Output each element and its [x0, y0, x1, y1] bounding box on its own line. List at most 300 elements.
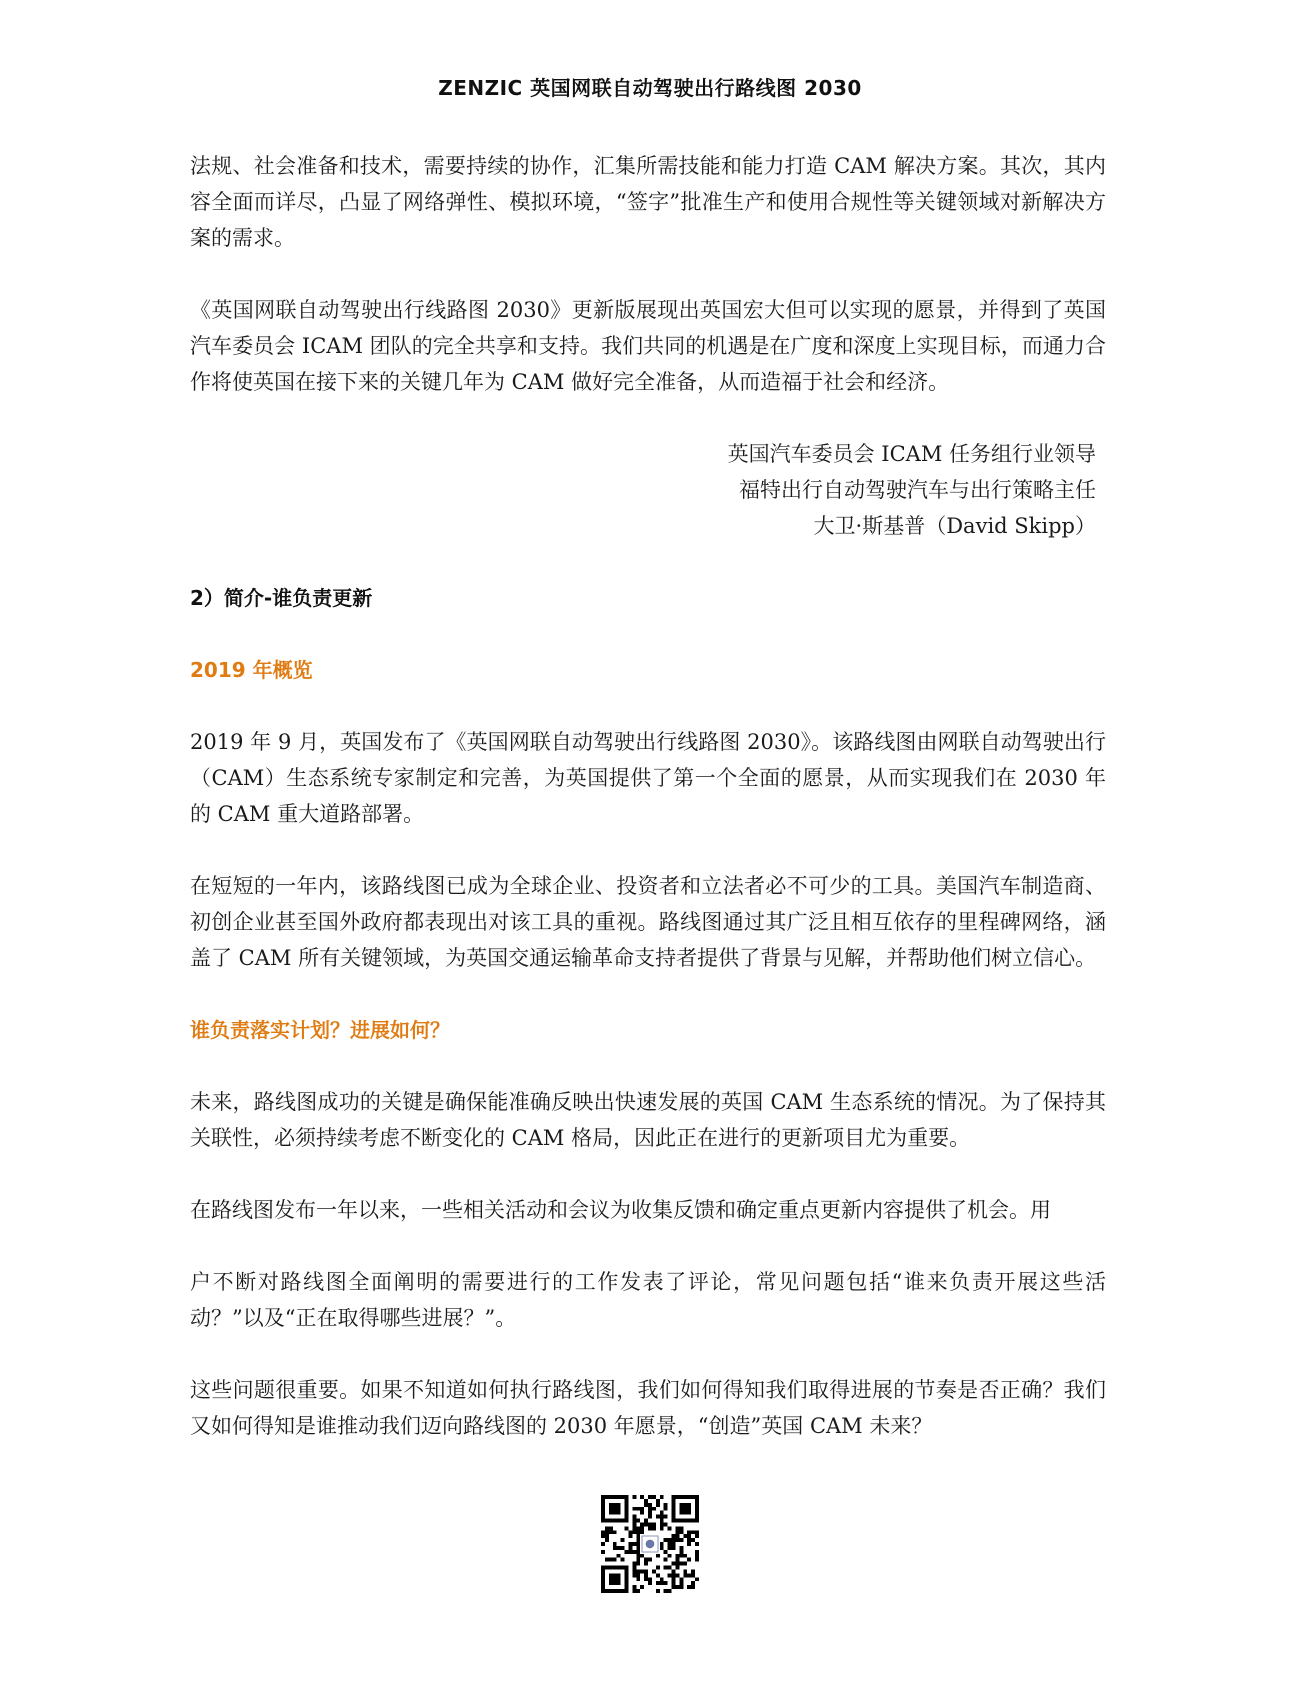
- qr-module: [672, 1503, 676, 1507]
- qr-module: [640, 1585, 644, 1589]
- qr-module: [675, 1495, 679, 1499]
- qr-module: [605, 1538, 609, 1542]
- qr-module: [664, 1515, 668, 1519]
- qr-module: [683, 1495, 687, 1499]
- qr-module: [648, 1511, 652, 1515]
- qr-module: [660, 1515, 664, 1519]
- qr-module: [636, 1577, 640, 1581]
- qr-module: [613, 1546, 617, 1550]
- qr-module: [675, 1566, 679, 1570]
- qr-module: [644, 1577, 648, 1581]
- qr-module: [636, 1558, 640, 1562]
- qr-module: [687, 1534, 691, 1538]
- qr-module: [687, 1558, 691, 1562]
- qr-module: [617, 1495, 621, 1499]
- qr-module: [695, 1577, 699, 1581]
- qr-module: [664, 1566, 668, 1570]
- qr-module: [617, 1581, 621, 1585]
- qr-module: [613, 1530, 617, 1534]
- qr-module: [609, 1558, 613, 1562]
- qr-module: [664, 1538, 668, 1542]
- page-header-title: ZENZIC 英国网联自动驾驶出行路线图 2030: [438, 76, 862, 100]
- document-body: [190, 148, 1106, 1480]
- qr-code-graphic: [601, 1495, 699, 1593]
- qr-module: [617, 1589, 621, 1593]
- qr-module: [660, 1495, 664, 1499]
- qr-module: [687, 1538, 691, 1542]
- qr-module: [601, 1589, 605, 1593]
- qr-module: [601, 1534, 605, 1538]
- qr-module: [632, 1550, 636, 1554]
- qr-module: [656, 1581, 660, 1585]
- qr-module: [679, 1550, 683, 1554]
- qr-module: [672, 1499, 676, 1503]
- qr-module: [675, 1538, 679, 1542]
- qr-module: [691, 1495, 695, 1499]
- qr-module: [644, 1558, 648, 1562]
- qr-module: [617, 1503, 621, 1507]
- qr-module: [605, 1566, 609, 1570]
- qr-module: [672, 1538, 676, 1542]
- qr-module: [687, 1511, 691, 1515]
- qr-module: [695, 1515, 699, 1519]
- overview-paragraph-2: 在短短的一年内，该路线图已成为全球企业、投资者和立法者必不可少的工具。美国汽车制造商、初创企业甚至国外政府都表现出对该工具的重视。路线图通过其广泛且相互依存的里程碑网络，涵盖了 CAM 所有关键领域，为英国交通运输革命支持者提供了背景与见解，并帮助他们树立信心。: [190, 874, 1106, 970]
- qr-module: [621, 1546, 625, 1550]
- qr-module: [664, 1558, 668, 1562]
- qr-module: [695, 1511, 699, 1515]
- qr-module: [672, 1577, 676, 1581]
- qr-module: [687, 1519, 691, 1523]
- qr-module: [672, 1562, 676, 1566]
- qr-center-logo-mark: [646, 1540, 655, 1549]
- qr-module: [644, 1503, 648, 1507]
- qr-module: [625, 1566, 629, 1570]
- qr-module: [601, 1550, 605, 1554]
- qr-module: [601, 1542, 605, 1546]
- qr-module: [660, 1581, 664, 1585]
- qr-module: [636, 1526, 640, 1530]
- qr-module: [625, 1503, 629, 1507]
- qr-module: [632, 1573, 636, 1577]
- qr-code-icon: [601, 1495, 699, 1593]
- qr-module: [695, 1519, 699, 1523]
- qr-module: [664, 1503, 668, 1507]
- qr-module: [636, 1546, 640, 1550]
- qr-module: [683, 1503, 687, 1507]
- qr-module: [672, 1542, 676, 1546]
- qr-module: [683, 1554, 687, 1558]
- qr-module: [617, 1519, 621, 1523]
- qr-module: [613, 1507, 617, 1511]
- qr-module: [613, 1542, 617, 1546]
- intro-paragraph-2: 《英国网联自动驾驶出行线路图 2030》更新版展现出英国宏大但可以实现的愿景，并得到了英国汽车委员会 ICAM 团队的完全共享和支持。我们共同的机遇是在广度和深度上实现目标，而通力合作将使英国在接下来的关键几年为 CAM 做好完全准备，从而造福于社会和经济。: [190, 298, 1106, 394]
- progress-subheading: 谁负责落实计划？进展如何？: [190, 1018, 450, 1042]
- qr-module: [601, 1569, 605, 1573]
- qr-module: [625, 1581, 629, 1585]
- qr-module: [652, 1495, 656, 1499]
- overview-paragraph-1: 2019 年 9 月，英国发布了《英国网联自动驾驶出行线路图 2030》。该路线图由网联自动驾驶出行（CAM）生态系统专家制定和完善，为英国提供了第一个全面的愿景，从而实现我们在 2030 年的 CAM 重大道路部署。: [190, 730, 1106, 826]
- overview-subheading: 2019 年概览: [190, 658, 313, 682]
- qr-module: [613, 1581, 617, 1585]
- qr-module: [605, 1589, 609, 1593]
- qr-module: [672, 1534, 676, 1538]
- qr-module: [617, 1546, 621, 1550]
- qr-module: [617, 1554, 621, 1558]
- qr-module: [679, 1530, 683, 1534]
- qr-module: [636, 1538, 640, 1542]
- qr-module: [675, 1585, 679, 1589]
- section-heading: 2）简介-谁负责更新: [190, 586, 373, 610]
- qr-module: [636, 1534, 640, 1538]
- qr-module: [605, 1534, 609, 1538]
- qr-module: [621, 1538, 625, 1542]
- qr-module: [640, 1530, 644, 1534]
- qr-module: [644, 1573, 648, 1577]
- qr-module: [679, 1577, 683, 1581]
- qr-module: [648, 1507, 652, 1511]
- qr-module: [628, 1550, 632, 1554]
- qr-module: [632, 1566, 636, 1570]
- qr-module: [625, 1577, 629, 1581]
- qr-module: [625, 1499, 629, 1503]
- qr-module: [675, 1526, 679, 1530]
- qr-module: [632, 1569, 636, 1573]
- qr-module: [683, 1573, 687, 1577]
- qr-module: [636, 1569, 640, 1573]
- qr-module: [632, 1519, 636, 1523]
- qr-module: [640, 1507, 644, 1511]
- qr-module: [668, 1538, 672, 1542]
- qr-module: [640, 1554, 644, 1558]
- qr-module: [601, 1577, 605, 1581]
- qr-module: [617, 1566, 621, 1570]
- qr-module: [660, 1522, 664, 1526]
- qr-module: [672, 1573, 676, 1577]
- qr-module: [679, 1511, 683, 1515]
- qr-module: [656, 1573, 660, 1577]
- qr-module: [621, 1519, 625, 1523]
- qr-module: [664, 1581, 668, 1585]
- qr-module: [625, 1526, 629, 1530]
- qr-module: [672, 1511, 676, 1515]
- qr-module: [644, 1562, 648, 1566]
- qr-module: [648, 1503, 652, 1507]
- qr-module: [679, 1503, 683, 1507]
- qr-module: [628, 1530, 632, 1534]
- qr-module: [691, 1519, 695, 1523]
- qr-module: [675, 1558, 679, 1562]
- qr-module: [695, 1554, 699, 1558]
- qr-module: [636, 1519, 640, 1523]
- qr-module: [636, 1554, 640, 1558]
- qr-module: [683, 1569, 687, 1573]
- intro-paragraph-1: 法规、社会准备和技术，需要持续的协作，汇集所需技能和能力打造 CAM 解决方案。其次，其内容全面而详尽，凸显了网络弹性、模拟环境，“签字”批准生产和使用合规性等关键领域对新解决方案的需求。: [190, 154, 1106, 250]
- qr-module: [601, 1581, 605, 1585]
- qr-module: [621, 1566, 625, 1570]
- qr-module: [672, 1515, 676, 1519]
- qr-module: [640, 1495, 644, 1499]
- qr-module: [613, 1495, 617, 1499]
- qr-module: [687, 1495, 691, 1499]
- qr-module: [601, 1573, 605, 1577]
- qr-module: [636, 1530, 640, 1534]
- qr-module: [695, 1495, 699, 1499]
- qr-module: [601, 1515, 605, 1519]
- signature-line-name: 大卫·斯基普（David Skipp）: [813, 514, 1096, 538]
- qr-module: [625, 1495, 629, 1499]
- qr-module: [605, 1530, 609, 1534]
- qr-module: [675, 1562, 679, 1566]
- qr-module: [636, 1550, 640, 1554]
- qr-module: [648, 1515, 652, 1519]
- qr-module: [672, 1519, 676, 1523]
- qr-module: [675, 1519, 679, 1523]
- qr-module: [632, 1495, 636, 1499]
- qr-module: [609, 1507, 613, 1511]
- qr-module: [668, 1589, 672, 1593]
- qr-module: [660, 1546, 664, 1550]
- qr-module: [625, 1585, 629, 1589]
- qr-module: [679, 1585, 683, 1589]
- qr-module: [687, 1542, 691, 1546]
- qr-module: [636, 1573, 640, 1577]
- qr-module: [668, 1542, 672, 1546]
- qr-module: [601, 1566, 605, 1570]
- qr-module: [691, 1581, 695, 1585]
- qr-module: [652, 1522, 656, 1526]
- qr-module: [695, 1507, 699, 1511]
- qr-module: [609, 1511, 613, 1515]
- qr-module: [656, 1554, 660, 1558]
- qr-module: [625, 1569, 629, 1573]
- qr-module: [695, 1550, 699, 1554]
- qr-module: [687, 1585, 691, 1589]
- qr-module: [679, 1581, 683, 1585]
- qr-module: [695, 1530, 699, 1534]
- qr-module: [668, 1573, 672, 1577]
- qr-module: [660, 1511, 664, 1515]
- qr-module: [644, 1499, 648, 1503]
- qr-module: [683, 1534, 687, 1538]
- qr-module: [648, 1495, 652, 1499]
- qr-module: [691, 1530, 695, 1534]
- qr-module: [679, 1507, 683, 1511]
- qr-module: [636, 1507, 640, 1511]
- progress-paragraph-3: 户不断对路线图全面阐明的需要进行的工作发表了评论，常见问题包括“谁来负责开展这些活动？”以及“正在取得哪些进展？”。: [190, 1270, 1106, 1330]
- qr-module: [621, 1558, 625, 1562]
- qr-module: [632, 1589, 636, 1593]
- qr-module: [625, 1507, 629, 1511]
- qr-module: [617, 1577, 621, 1581]
- qr-module: [636, 1562, 640, 1566]
- qr-module: [672, 1581, 676, 1585]
- qr-module: [601, 1585, 605, 1589]
- qr-module: [609, 1577, 613, 1581]
- qr-module: [613, 1566, 617, 1570]
- qr-module: [687, 1530, 691, 1534]
- qr-module: [621, 1589, 625, 1593]
- qr-module: [679, 1519, 683, 1523]
- qr-module: [601, 1499, 605, 1503]
- qr-module: [601, 1530, 605, 1534]
- qr-module: [632, 1585, 636, 1589]
- qr-module: [640, 1526, 644, 1530]
- qr-module: [601, 1503, 605, 1507]
- qr-module: [691, 1573, 695, 1577]
- qr-module: [613, 1519, 617, 1523]
- qr-module: [668, 1566, 672, 1570]
- qr-module: [679, 1538, 683, 1542]
- qr-module: [625, 1550, 629, 1554]
- qr-module: [613, 1589, 617, 1593]
- qr-module: [609, 1566, 613, 1570]
- qr-module: [652, 1569, 656, 1573]
- qr-module: [613, 1573, 617, 1577]
- qr-module: [660, 1526, 664, 1530]
- qr-module: [636, 1589, 640, 1593]
- qr-module: [683, 1511, 687, 1515]
- progress-paragraph-1: 未来，路线图成功的关键是确保能准确反映出快速发展的英国 CAM 生态系统的情况。为了保持其关联性，必须持续考虑不断变化的 CAM 格局，因此正在进行的更新项目尤为重要。: [190, 1090, 1106, 1150]
- qr-module: [660, 1542, 664, 1546]
- qr-module: [668, 1526, 672, 1530]
- qr-module: [632, 1562, 636, 1566]
- qr-module: [609, 1495, 613, 1499]
- signature-line-title: 福特出行自动驾驶汽车与出行策略主任: [739, 478, 1096, 502]
- qr-module: [628, 1534, 632, 1538]
- qr-module: [691, 1585, 695, 1589]
- qr-module: [683, 1507, 687, 1511]
- qr-module: [660, 1519, 664, 1523]
- qr-module: [613, 1511, 617, 1515]
- qr-module: [601, 1511, 605, 1515]
- qr-module: [625, 1573, 629, 1577]
- qr-module: [613, 1503, 617, 1507]
- qr-module: [648, 1581, 652, 1585]
- qr-module: [625, 1515, 629, 1519]
- signature-block: [190, 436, 1106, 544]
- qr-module: [640, 1522, 644, 1526]
- qr-module: [640, 1569, 644, 1573]
- qr-module: [617, 1573, 621, 1577]
- qr-module: [609, 1573, 613, 1577]
- qr-module: [664, 1550, 668, 1554]
- qr-module: [652, 1507, 656, 1511]
- qr-module: [679, 1526, 683, 1530]
- qr-module: [695, 1503, 699, 1507]
- qr-module: [656, 1515, 660, 1519]
- qr-module: [628, 1546, 632, 1550]
- qr-module: [605, 1558, 609, 1562]
- qr-module: [644, 1519, 648, 1523]
- qr-module: [679, 1554, 683, 1558]
- qr-module: [632, 1542, 636, 1546]
- qr-module: [691, 1569, 695, 1573]
- qr-module: [695, 1499, 699, 1503]
- qr-module: [609, 1530, 613, 1534]
- qr-module: [672, 1546, 676, 1550]
- qr-module: [644, 1569, 648, 1573]
- qr-module: [605, 1519, 609, 1523]
- qr-module: [695, 1558, 699, 1562]
- qr-module: [660, 1577, 664, 1581]
- qr-module: [605, 1526, 609, 1530]
- progress-paragraph-2: 在路线图发布一年以来，一些相关活动和会议为收集反馈和确定重点更新内容提供了机会。用: [190, 1198, 1051, 1222]
- qr-module: [632, 1507, 636, 1511]
- qr-module: [687, 1503, 691, 1507]
- qr-module: [609, 1526, 613, 1530]
- qr-module: [668, 1554, 672, 1558]
- qr-module: [679, 1562, 683, 1566]
- qr-module: [648, 1526, 652, 1530]
- qr-module: [656, 1499, 660, 1503]
- qr-module: [679, 1546, 683, 1550]
- qr-module: [625, 1519, 629, 1523]
- qr-module: [656, 1566, 660, 1570]
- qr-module: [664, 1507, 668, 1511]
- qr-module: [672, 1585, 676, 1589]
- qr-module: [656, 1589, 660, 1593]
- progress-paragraph-4: 这些问题很重要。如果不知道如何执行路线图，我们如何得知我们取得进展的节奏是否正确？我们又如何得知是谁推动我们迈向路线图的 2030 年愿景，“创造”英国 CAM 未来？: [190, 1378, 1106, 1438]
- qr-module: [675, 1573, 679, 1577]
- qr-module: [648, 1577, 652, 1581]
- qr-module: [632, 1522, 636, 1526]
- qr-module: [621, 1495, 625, 1499]
- qr-module: [609, 1503, 613, 1507]
- qr-module: [691, 1538, 695, 1542]
- qr-module: [672, 1507, 676, 1511]
- qr-module: [683, 1519, 687, 1523]
- qr-module: [679, 1495, 683, 1499]
- qr-module: [613, 1577, 617, 1581]
- qr-module: [695, 1534, 699, 1538]
- qr-module: [675, 1554, 679, 1558]
- qr-module: [628, 1542, 632, 1546]
- qr-module: [601, 1495, 605, 1499]
- qr-module: [632, 1515, 636, 1519]
- qr-module: [609, 1519, 613, 1523]
- qr-module: [644, 1522, 648, 1526]
- qr-module: [636, 1542, 640, 1546]
- qr-module: [613, 1558, 617, 1562]
- qr-module: [675, 1534, 679, 1538]
- qr-module: [605, 1495, 609, 1499]
- qr-module: [632, 1526, 636, 1530]
- qr-module: [625, 1589, 629, 1593]
- qr-module: [672, 1495, 676, 1499]
- qr-module: [668, 1546, 672, 1550]
- signature-line-role: 英国汽车委员会 ICAM 任务组行业领导: [727, 442, 1096, 466]
- qr-module: [675, 1530, 679, 1534]
- qr-module: [687, 1573, 691, 1577]
- qr-module: [601, 1519, 605, 1523]
- qr-module: [617, 1507, 621, 1511]
- qr-module: [672, 1569, 676, 1573]
- qr-module: [609, 1581, 613, 1585]
- qr-module: [609, 1589, 613, 1593]
- qr-module: [683, 1562, 687, 1566]
- qr-module: [687, 1507, 691, 1511]
- qr-module: [648, 1522, 652, 1526]
- qr-module: [625, 1511, 629, 1515]
- qr-module: [632, 1530, 636, 1534]
- qr-module: [656, 1503, 660, 1507]
- qr-module: [648, 1558, 652, 1562]
- qr-module: [664, 1589, 668, 1593]
- qr-module: [601, 1507, 605, 1511]
- qr-module: [640, 1511, 644, 1515]
- qr-module: [695, 1542, 699, 1546]
- qr-module: [664, 1522, 668, 1526]
